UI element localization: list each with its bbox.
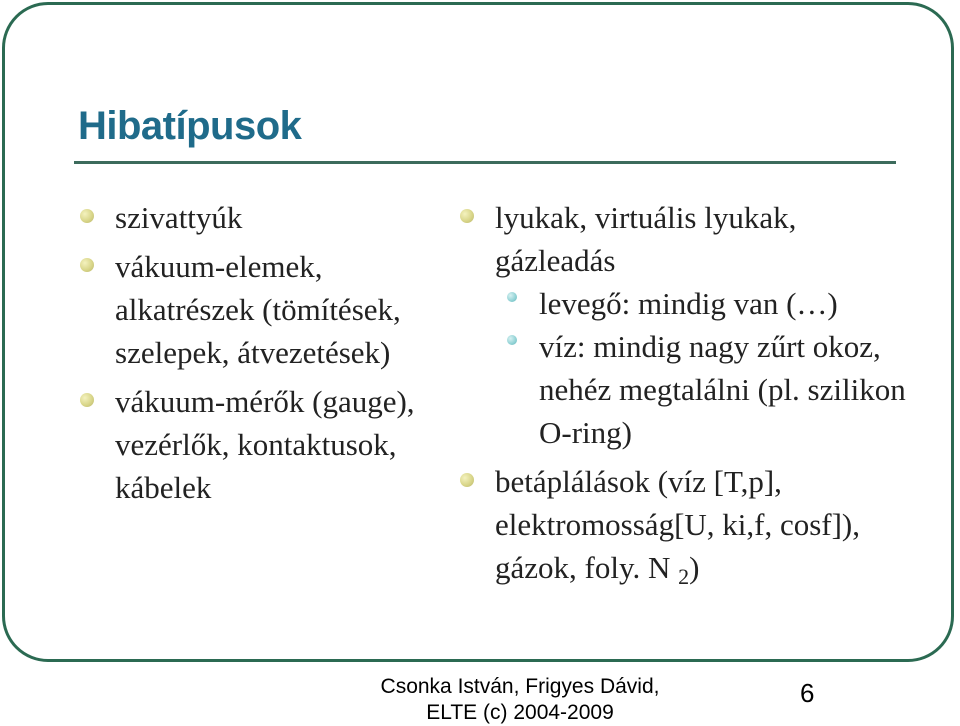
sub-bullet-item — [495, 325, 920, 454]
bullet-item — [460, 196, 920, 454]
footer-credits — [370, 674, 670, 726]
page-number: 6 — [800, 678, 815, 708]
sub-bullet-dot-icon — [507, 292, 517, 302]
sub-bullet-text: víz: mindig nagy zűrt okoz, nehéz megtalálni (pl. szilikon O-ring) — [539, 329, 906, 450]
footer-line2: ELTE (c) 2004-2009 — [426, 701, 614, 724]
sub-bullet-text: levegő: mindig van (…) — [539, 286, 838, 321]
bullet-dot-icon — [80, 258, 94, 272]
slide-title: Hibatípusok — [78, 104, 302, 148]
right-bullet-list — [460, 196, 920, 604]
bullet-text: betáplálások (víz [T,p], elektromosság[U, ki,f, cosf]), gázok, foly. N — [495, 464, 861, 585]
bullet-text: lyukak, virtuális lyukak, gázleadás — [495, 200, 797, 278]
left-bullet-list — [80, 196, 460, 515]
bullet-item — [80, 245, 460, 374]
bullet-dot-icon — [460, 209, 474, 223]
sub-bullet-item — [495, 282, 920, 325]
bullet-item — [80, 196, 460, 239]
bullet-item — [460, 460, 920, 598]
sub-bullet-list — [495, 282, 920, 454]
bullet-dot-icon — [80, 209, 94, 223]
bullet-dot-icon — [80, 393, 94, 407]
bullet-text: szivattyúk — [115, 200, 243, 235]
bullet-dot-icon — [460, 473, 474, 487]
title-divider — [74, 161, 896, 164]
bullet-text-end: ) — [689, 550, 700, 585]
bullet-item — [80, 380, 460, 509]
sub-bullet-dot-icon — [507, 335, 517, 345]
bullet-text: vákuum-elemek, alkatrészek (tömítések, szelepek, átvezetések) — [115, 249, 401, 370]
bullet-text: vákuum-mérők (gauge), vezérlők, kontaktusok, kábelek — [115, 384, 415, 505]
subscript-text: 2 — [678, 564, 690, 589]
footer-line1: Csonka István, Frigyes Dávid, — [380, 675, 660, 698]
